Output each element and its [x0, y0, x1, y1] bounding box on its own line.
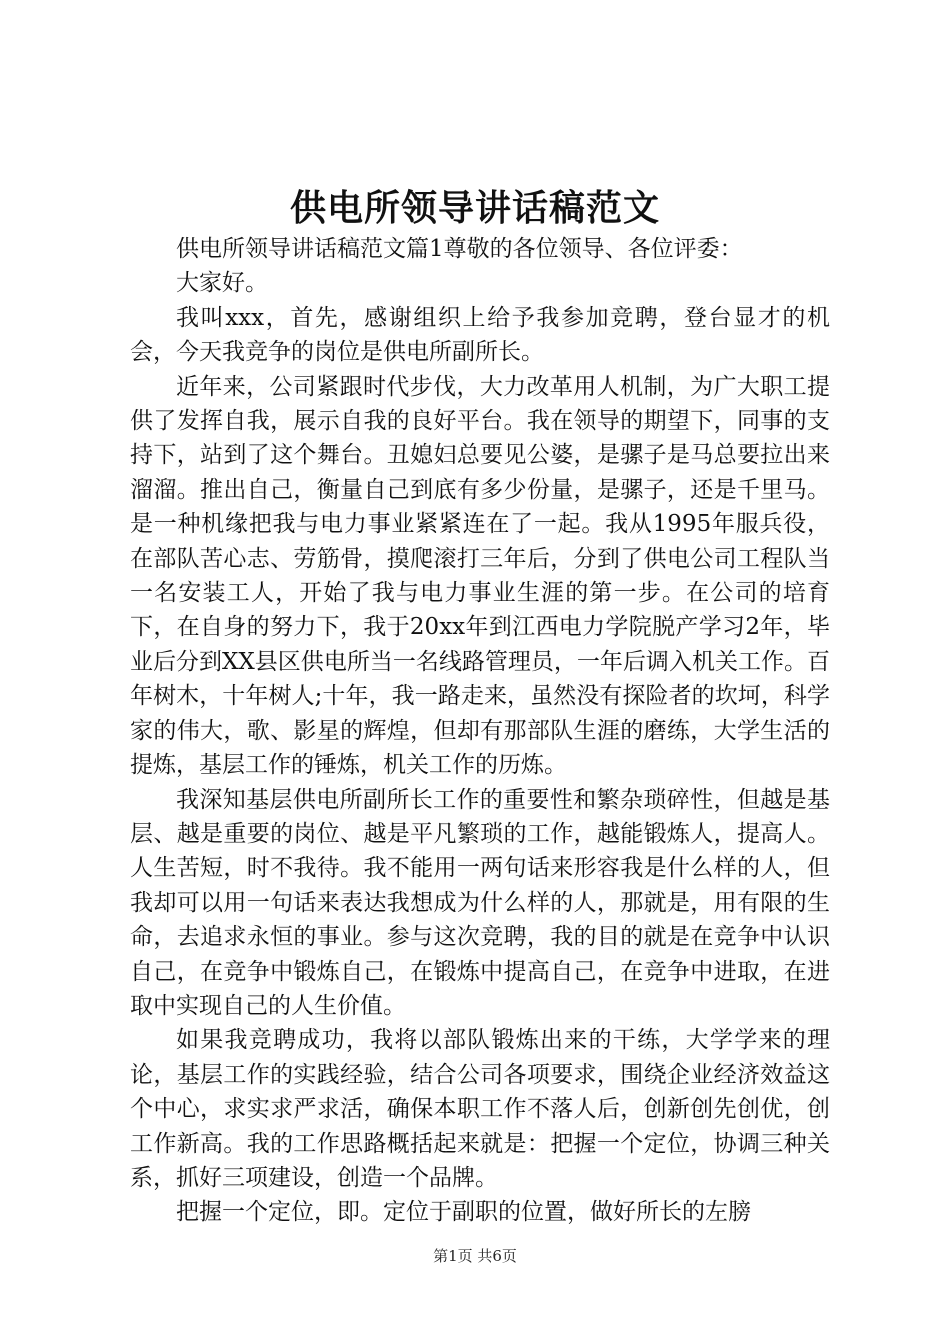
document-title: 供电所领导讲话稿范文 [289, 187, 660, 229]
paragraph-introduction: 我叫xxx，首先，感谢组织上给予我参加竞聘，登台显才的机会，今天我竞争的岗位是供电所副所长。 [130, 304, 830, 366]
page-number: 第1页 共6页 [433, 1247, 517, 1265]
paragraph-greeting: 大家好。 [176, 270, 268, 297]
document-body [130, 232, 830, 1230]
paragraph-background: 近年来，公司紧跟时代步伐，大力改革用人机制，为广大职工提供了发挥自我，展示自我的良好平台。我在领导的期望下，同事的支持下，站到了这个舞台。丑媳妇总要见公婆，是骡子是马总要拉出来溜溜。推出自己，衡量自己到底有多少份量，是骡子，还是千里马。是一种机缘把我与电力事业紧紧连在了一起。我从1995年服兵役，在部队苦心志、劳筋骨，摸爬滚打三年后，分到了供电公司工程队当一名安装工人，开始了我与电力事业生涯的第一步。在公司的培育下，在自身的努力下，我于20xx年到江西电力学院脱产学习2年，毕业后分到XX县区供电所当一名线路管理员，一年后调入机关工作。百年树木，十年树人;十年，我一路走来，虽然没有探险者的坎坷，科学家的伟大，歌、影星的辉煌，但却有那部队生涯的磨练，大学生活的提炼，基层工作的锤炼，机关工作的历炼。 [130, 373, 830, 779]
paragraph-opening: 供电所领导讲话稿范文篇1尊敬的各位领导、各位评委： [176, 236, 743, 262]
paragraph-motivation: 我深知基层供电所副所长工作的重要性和繁杂琐碎性，但越是基层、越是重要的岗位、越是平凡繁琐的工作，越能锻炼人，提高人。人生苦短，时不我待。我不能用一两句话来形容我是什么样的人，但我却可以用一句话来表达我想成为什么样的人，那就是，用有限的生命，去追求永恒的事业。参与这次竞聘，我的目的就是在竞争中认识自己，在竞争中锻炼自己，在锻炼中提高自己，在竞争中进取，在进取中实现自己的人生价值。 [130, 786, 830, 1019]
paragraph-plan: 如果我竞聘成功，我将以部队锻炼出来的干练，大学学来的理论，基层工作的实践经验，结合公司各项要求，围绕企业经济效益这个中心，求实求严求活，确保本职工作不落人后，创新创先创优，创工作新高。我的工作思路概括起来就是：把握一个定位，协调三种关系，抓好三项建设，创造一个品牌。 [130, 1027, 830, 1191]
paragraph-positioning: 把握一个定位，即。定位于副职的位置，做好所长的左膀 [176, 1199, 751, 1226]
